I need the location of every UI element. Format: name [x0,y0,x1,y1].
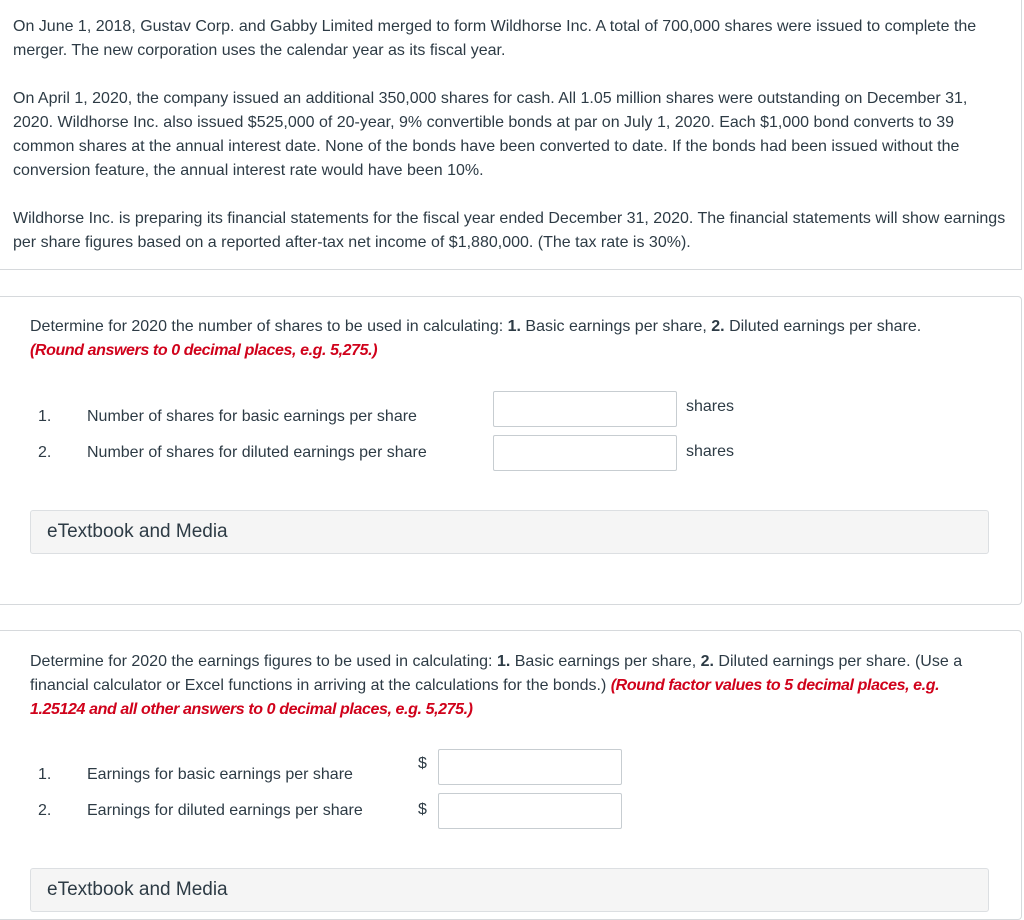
question-card-shares [0,296,1022,605]
prompt-bold: 2. [711,318,725,335]
rounding-note: (Round answers to 0 decimal places, e.g. 5,275.) [30,342,378,359]
row-number: 2. [38,444,52,461]
basic-shares-input[interactable] [493,391,677,427]
currency-symbol: $ [418,755,427,772]
diluted-earnings-input[interactable] [438,793,622,829]
row-number: 2. [38,802,52,819]
row-number: 1. [38,766,52,783]
prompt-bold: 2. [700,653,714,670]
row-label: Number of shares for diluted earnings per share [87,444,427,461]
row-label: Number of shares for basic earnings per share [87,408,417,425]
prompt-text: Determine for 2020 the number of shares to be used in calculating: [30,318,508,335]
prompt-text: Basic earnings per share, [520,318,712,335]
currency-symbol: $ [418,801,427,818]
rounding-note: (Round factor values to 5 decimal places, e.g. 1.25124 and all other answers to 0 decimal places, e.g. 5,275.) [30,677,940,718]
etextbook-media-label: eTextbook and Media [47,521,228,542]
etextbook-media-button[interactable] [30,510,989,554]
row-label: Earnings for diluted earnings per share [87,802,363,819]
question-prompt [30,315,1000,363]
diluted-shares-input[interactable] [493,435,677,471]
prompt-bold: 1. [496,653,511,670]
intro-paragraph-2: On April 1, 2020, the company issued an additional 350,000 shares for cash. All 1.05 million shares were outstanding on December 31, 2020. Wildhorse Inc. also issued $525,000 of 20-year, 9% convertible bonds at par on July 1, 2020. Each $1,000 bond converts to 39 common shares at the annual interest date. None of the bonds have been converted to date. If the bonds had been issued without the conversion feature, the annual interest rate would have been 10%. [13,90,968,179]
question-card-earnings [0,630,1022,920]
prompt-text: Diluted earnings per share. [724,318,922,335]
unit-label: shares [686,398,735,415]
unit-label: shares [686,443,735,460]
row-label: Earnings for basic earnings per share [87,766,353,783]
prompt-text: Diluted earnings per share. (Use a financial calculator or Excel functions in arriving at the calculations for the bonds.) [30,653,963,694]
row-number: 1. [38,408,52,425]
problem-statement [0,0,1022,270]
prompt-text: Basic earnings per share, [510,653,701,670]
etextbook-media-label: eTextbook and Media [47,879,228,900]
prompt-text: Determine for 2020 the earnings figures to be used in calculating: [30,653,497,670]
question-prompt [30,650,995,722]
intro-paragraph-3: Wildhorse Inc. is preparing its financial statements for the fiscal year ended December 31, 2020. The financial statements will show earnings per share figures based on a reported after-tax net income of $1,880,000. (The tax rate is 30%). [13,210,1006,251]
basic-earnings-input[interactable] [438,749,622,785]
etextbook-media-button[interactable] [30,868,989,912]
prompt-bold: 1. [507,318,521,335]
intro-paragraph-1: On June 1, 2018, Gustav Corp. and Gabby Limited merged to form Wildhorse Inc. A total of 700,000 shares were issued to complete the merger. The new corporation uses the calendar year as its fiscal year. [13,18,977,59]
